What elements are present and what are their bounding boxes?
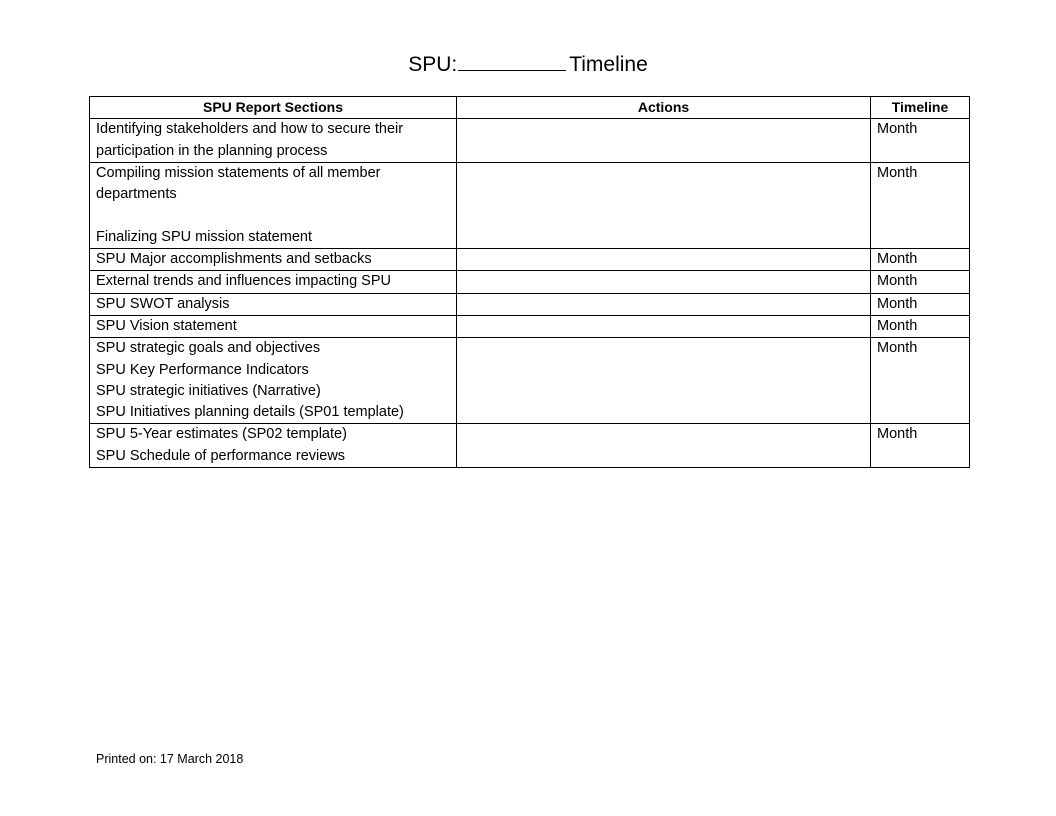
section-line: Finalizing SPU mission statement bbox=[96, 228, 312, 245]
timeline-cell: Month bbox=[871, 271, 970, 293]
actions-cell[interactable] bbox=[457, 315, 871, 337]
section-spacer bbox=[96, 205, 450, 226]
table-row bbox=[90, 424, 970, 468]
actions-cell[interactable] bbox=[457, 271, 871, 293]
header-row bbox=[90, 97, 970, 119]
table-row bbox=[90, 249, 970, 271]
section-line: External trends and influences impacting SPU bbox=[96, 273, 391, 290]
table-row bbox=[90, 119, 970, 163]
actions-cell[interactable] bbox=[457, 424, 871, 468]
actions-cell[interactable] bbox=[457, 119, 871, 163]
section-cell bbox=[90, 162, 457, 248]
title-blank-line[interactable] bbox=[458, 51, 566, 71]
timeline-table bbox=[89, 96, 970, 468]
printed-date: Printed on: 17 March 2018 bbox=[96, 752, 244, 766]
section-cell bbox=[90, 249, 457, 271]
header-actions: Actions bbox=[457, 97, 871, 119]
section-cell bbox=[90, 119, 457, 163]
section-line: SPU Initiatives planning details (SP01 template) bbox=[96, 404, 404, 421]
timeline-cell: Month bbox=[871, 424, 970, 468]
title-suffix: Timeline bbox=[569, 53, 648, 76]
section-line: Compiling mission statements of all member departments bbox=[96, 164, 381, 203]
actions-cell[interactable] bbox=[457, 162, 871, 248]
actions-cell[interactable] bbox=[457, 338, 871, 424]
title-prefix: SPU: bbox=[408, 53, 458, 76]
actions-cell[interactable] bbox=[457, 249, 871, 271]
actions-cell[interactable] bbox=[457, 293, 871, 315]
table-body bbox=[90, 119, 970, 468]
section-line: SPU Vision statement bbox=[96, 317, 237, 334]
page-title bbox=[0, 51, 1056, 78]
section-line: SPU 5-Year estimates (SP02 template) bbox=[96, 426, 347, 443]
table-row bbox=[90, 271, 970, 293]
timeline-cell: Month bbox=[871, 162, 970, 248]
section-line: SPU strategic goals and objectives bbox=[96, 340, 321, 357]
section-line: SPU SWOT analysis bbox=[96, 295, 230, 312]
section-cell bbox=[90, 293, 457, 315]
section-line: SPU Key Performance Indicators bbox=[96, 361, 309, 378]
section-cell bbox=[90, 424, 457, 468]
section-cell bbox=[90, 315, 457, 337]
timeline-cell: Month bbox=[871, 119, 970, 163]
table-row bbox=[90, 338, 970, 424]
timeline-cell: Month bbox=[871, 249, 970, 271]
section-line: Identifying stakeholders and how to secure their participation in the planning process bbox=[96, 121, 404, 159]
timeline-cell: Month bbox=[871, 293, 970, 315]
timeline-cell: Month bbox=[871, 338, 970, 424]
table-row bbox=[90, 162, 970, 248]
table-row bbox=[90, 315, 970, 337]
section-line: SPU Schedule of performance reviews bbox=[96, 447, 346, 464]
timeline-cell: Month bbox=[871, 315, 970, 337]
section-line: SPU Major accomplishments and setbacks bbox=[96, 251, 372, 268]
table-row bbox=[90, 293, 970, 315]
section-cell bbox=[90, 271, 457, 293]
section-line: SPU strategic initiatives (Narrative) bbox=[96, 382, 321, 399]
section-cell bbox=[90, 338, 457, 424]
header-timeline: Timeline bbox=[871, 97, 970, 119]
header-sections: SPU Report Sections bbox=[90, 97, 457, 119]
